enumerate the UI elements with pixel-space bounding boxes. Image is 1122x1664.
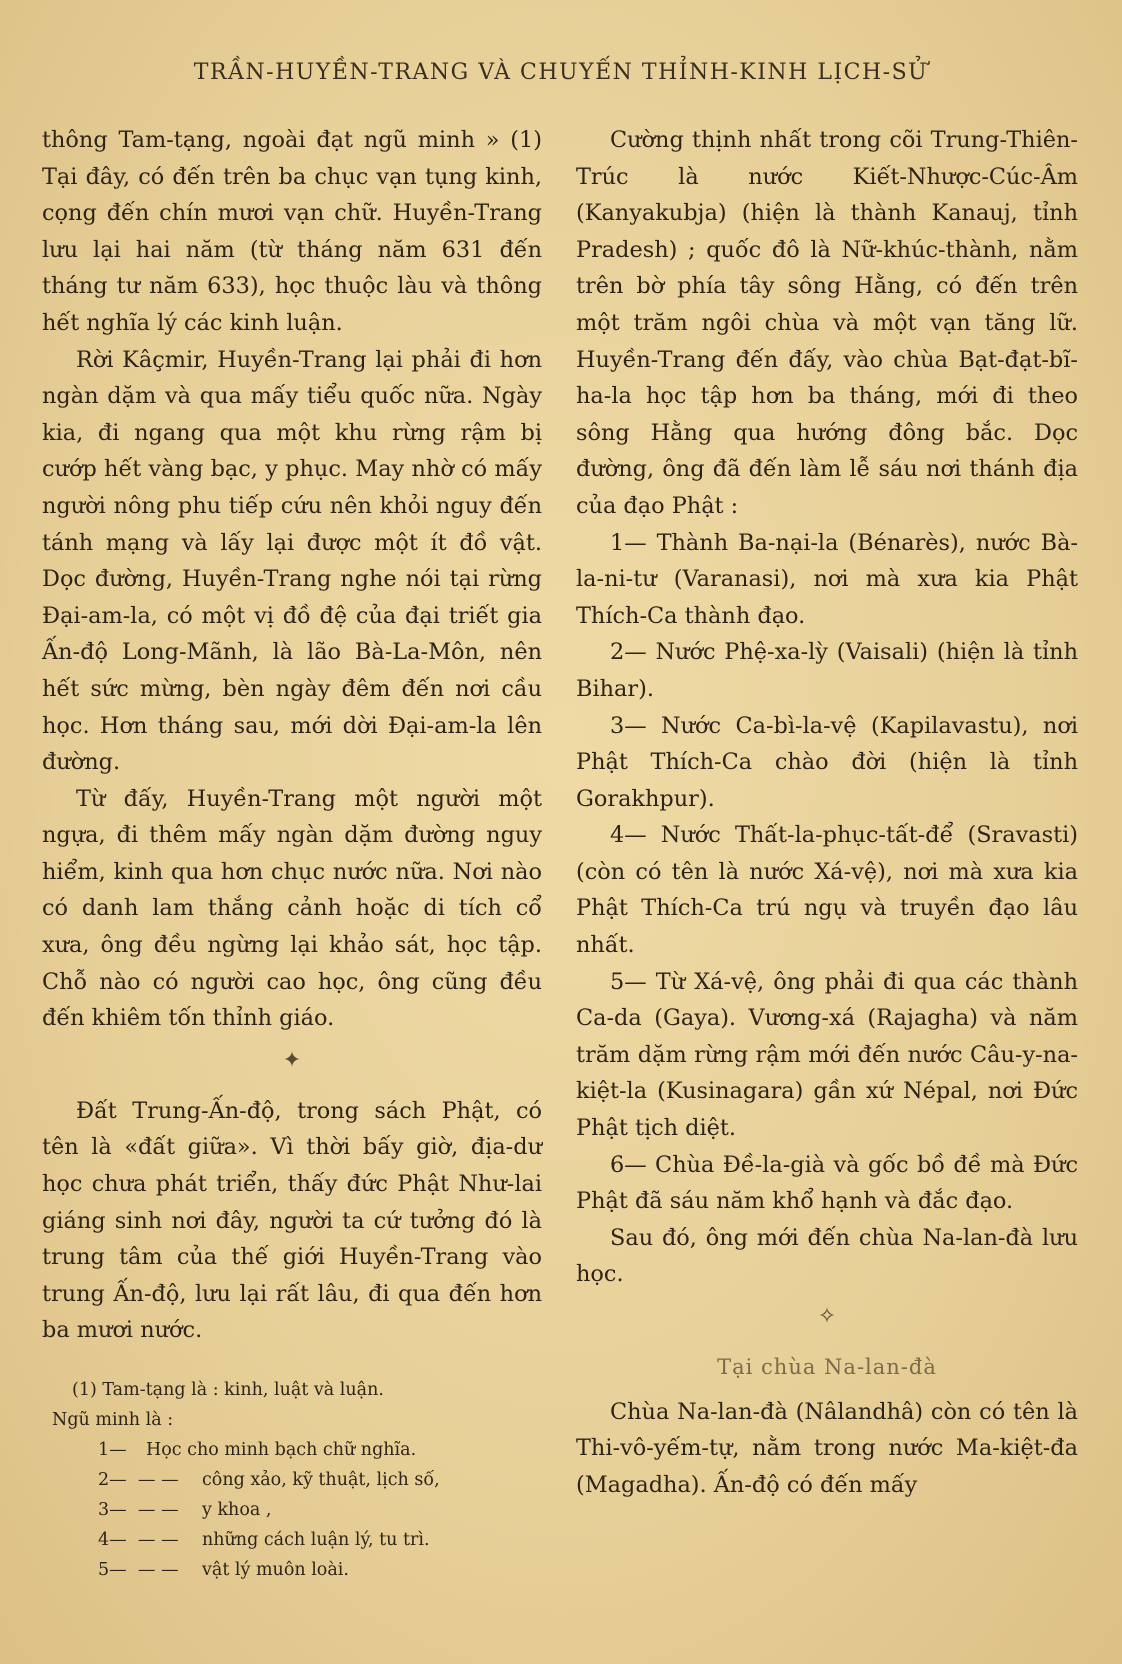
footnote-text: Học cho minh bạch chữ nghĩa. (146, 1440, 417, 1460)
list-item: 6— Chùa Đề-la-già và gốc bồ đề mà Đức Phật đã sáu năm khổ hạnh và đắc đạo. (576, 1151, 1078, 1215)
footnote-item (42, 1465, 542, 1495)
list-item: 5— Từ Xá-vệ, ông phải đi qua các thành Ca-da (Gaya). Vương-xá (Rajagha) và năm trăm dặm rừng rậm mới đến nước Câu-y-na-kiệt-la (Kusinagara) gần xứ Népal, nơi Đức Phật tịch diệt. (576, 968, 1078, 1142)
list-item: 4— Nước Thất-la-phục-tất-để (Sravasti) (còn có tên là nước Xá-vệ), nơi mà xưa kia Phật Thích-Ca trú ngụ và truyền đạo lâu nhất. (576, 822, 1078, 959)
paragraph: Rời Kâçmir, Huyền-Trang lại phải đi hơn ngàn dặm và qua mấy tiểu quốc nữa. Ngày kia, đi ngang qua một khu rừng rậm bị cướp hết vàng bạc, y phục. May nhờ có mấy người nông phu tiếp cứu nên khỏi nguy đến tánh mạng và lấy lại được một ít đồ vật. Dọc đường, Huyền-Trang nghe nói tại rừng Đại-am-la, có một vị đồ đệ của đại triết gia Ấn-độ Long-Mãnh, là lão Bà-La-Môn, nên hết sức mừng, bèn ngày đêm đến nơi cầu học. Hơn tháng sau, mới dời Đại-am-la lên đường. (42, 346, 542, 776)
footnote-line: Ngũ minh là : (52, 1410, 174, 1430)
footnote-item (42, 1495, 542, 1525)
paragraph: thông Tam-tạng, ngoài đạt ngũ minh » (1) Tại đây, có đến trên ba chục vạn tụng kinh, cọng đến chín mươi vạn chữ. Huyền-Trang lưu lại hai năm (từ tháng năm 631 đến tháng tư năm 633), học thuộc làu và thông hết nghĩa lý các kinh luận. (42, 127, 542, 336)
footnote-text: công xảo, kỹ thuật, lịch số, (202, 1470, 440, 1490)
paragraph: Đất Trung-Ấn-độ, trong sách Phật, có tên là «đất giữa». Vì thời bấy giờ, địa-dư học chưa phát triển, thấy đức Phật Như-lai giáng sinh nơi đây, người ta cứ tưởng đó là trung tâm của thế giới Huyền-Trang vào trung Ấn-độ, lưu lại rất lâu, đi qua đến hơn ba mươi nước. (42, 1097, 542, 1344)
paragraph: Từ đấy, Huyền-Trang một người một ngựa, đi thêm mấy ngàn dặm đường nguy hiểm, kinh qua hơn chục nước nữa. Nơi nào có danh lam thắng cảnh hoặc di tích cổ xưa, ông đều ngừng lại khảo sát, học tập. Chỗ nào có người cao học, ông cũng đều đến khiêm tốn thỉnh giáo. (42, 785, 542, 1032)
footnote-text: những cách luận lý, tu trì. (202, 1530, 430, 1550)
footnote-text: vật lý muôn loài. (202, 1560, 349, 1580)
footnote-number: 5— (98, 1560, 127, 1580)
list-item: 1— Thành Ba-nại-la (Bénarès), nước Bà-la-ni-tư (Varanasi), nơi mà xưa kia Phật Thích-Ca thành đạo. (576, 529, 1078, 629)
paragraph: Cường thịnh nhất trong cõi Trung-Thiên-Trúc là nước Kiết-Nhược-Cúc-Âm (Kanyakubja) (hiện là thành Kanauj, tỉnh Pradesh) ; quốc đô là Nữ-khúc-thành, nằm trên bờ phía tây sông Hằng, có đến trên một trăm ngôi chùa và một vạn tăng lữ. Huyền-Trang đến đấy, vào chùa Bạt-đạt-bĩ-ha-la học tập hơn ba tháng, mới đi theo sông Hằng qua hướng đông bắc. Dọc đường, ông đã đến làm lễ sáu nơi thánh địa của đạo Phật : (576, 127, 1078, 519)
footnote-number: 1— (98, 1440, 127, 1460)
left-column (42, 122, 542, 1585)
list-item: 2— Nước Phệ-xa-lỳ (Vaisali) (hiện là tỉnh Bihar). (576, 639, 1078, 702)
footnote-item (42, 1555, 542, 1585)
ornament-star-icon: ✦ (282, 1047, 302, 1073)
footnote-line: (1) Tam-tạng là : kinh, luật và luận. (72, 1380, 384, 1400)
footnote-item (42, 1435, 542, 1465)
footnote-ditto: — — (138, 1470, 179, 1490)
footnote-number: 3— (98, 1500, 127, 1520)
section-heading: Tại chùa Na-lan-đà (717, 1355, 937, 1379)
footnote-item (42, 1525, 542, 1555)
ornament-star-icon: ✧ (817, 1304, 837, 1329)
list-item: 3— Nước Ca-bì-la-vệ (Kapilavastu), nơi Phật Thích-Ca chào đời (hiện là tỉnh Gorakhpur). (576, 712, 1078, 812)
footnote-ditto: — — (138, 1560, 179, 1580)
paragraph: Chùa Na-lan-đà (Nâlandhâ) còn có tên là Thi-vô-yếm-tự, nằm trong nước Ma-kiệt-đa (Magadha). Ấn-độ có đến mấy (576, 1398, 1078, 1498)
right-column (576, 122, 1078, 1503)
footnotes (42, 1375, 542, 1585)
running-title: TRẦN-HUYỀN-TRANG VÀ CHUYẾN THỈNH-KINH LỊCH-SỬ (193, 60, 929, 85)
footnote-ditto: — — (138, 1530, 179, 1550)
footnote-text: y khoa , (202, 1500, 272, 1520)
footnote-number: 2— (98, 1470, 127, 1490)
footnote-number: 4— (98, 1530, 127, 1550)
footnote-ditto: — — (138, 1500, 179, 1520)
paragraph: Sau đó, ông mới đến chùa Na-lan-đà lưu học. (576, 1224, 1078, 1288)
